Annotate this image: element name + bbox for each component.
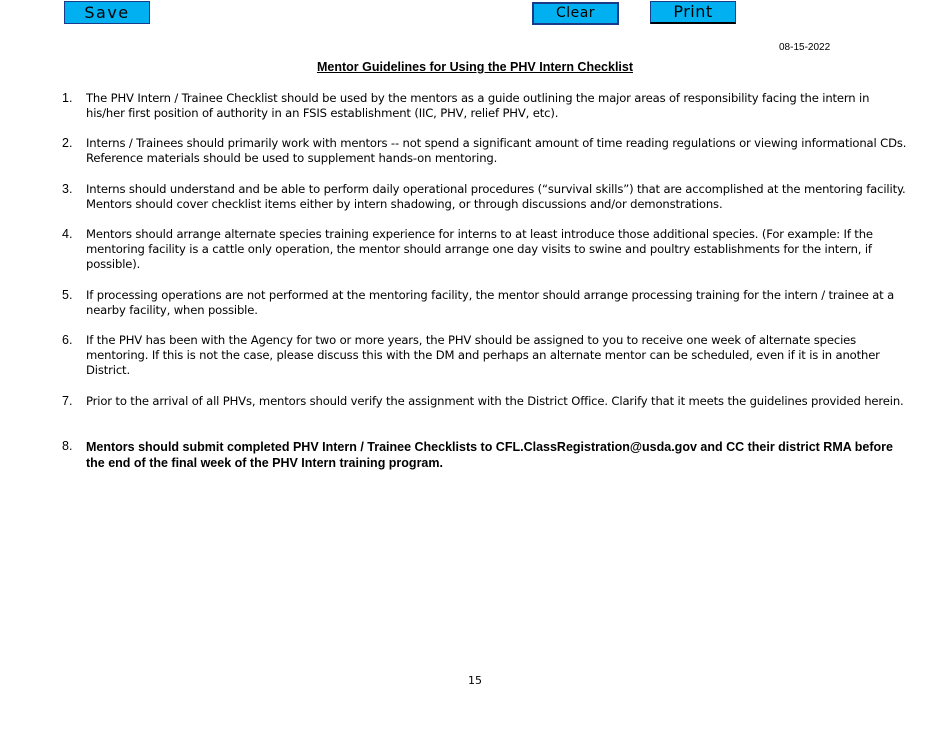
- list-item-text: Mentors should arrange alternate species training experience for interns to at least introduce those additional species. (For example: If the mentoring facility is a cattle only operation, the mentor should arrange one day visits to swine and poultry establishments for the intern, if possible).: [86, 227, 873, 271]
- list-item-text: If processing operations are not performed at the mentoring facility, the mentor should arrange processing training for the intern / trainee at a nearby facility, when possible.: [86, 288, 895, 317]
- page-title: Mentor Guidelines for Using the PHV Intern Checklist: [316, 60, 633, 74]
- list-item-text: Interns / Trainees should primarily work with mentors -- not spend a significant amount of time reading regulations or viewing informational CDs. Reference materials should be used to supplement hands-on mentoring.: [86, 136, 907, 165]
- list-item-number: 2.: [62, 136, 73, 150]
- list-item-text: If the PHV has been with the Agency for two or more years, the PHV should be assigned to you to receive one week of alternate species mentoring. If this is not the case, please discuss this with the DM and perhaps an alternate mentor can be scheduled, even if it is in another District.: [86, 333, 880, 377]
- page-number: 15: [468, 674, 482, 687]
- document-date: 08-15-2022: [779, 42, 831, 53]
- list-item-number: 1.: [62, 91, 73, 105]
- clear-button[interactable]: Clear: [532, 2, 619, 25]
- list-item-number: 6.: [62, 333, 73, 347]
- list-item-text: Mentors should submit completed PHV Intern / Trainee Checklists to CFL.ClassRegistration@usda.gov and CC their district RMA before the end of the final week of the PHV Intern training program.: [86, 440, 893, 470]
- list-item-number: 8.: [62, 439, 73, 453]
- list-item-number: 4.: [62, 227, 73, 241]
- list-item-number: 7.: [62, 394, 73, 408]
- list-item-text: Prior to the arrival of all PHVs, mentors should verify the assignment with the District Office. Clarify that it meets the guidelines provided herein.: [86, 394, 904, 408]
- list-item-number: 5.: [62, 288, 73, 302]
- list-item-text: The PHV Intern / Trainee Checklist should be used by the mentors as a guide outlining the major areas of responsibility facing the intern in his/her first position of authority in an FSIS establishment (IIC, PHV, relief PHV, etc).: [86, 91, 870, 120]
- list-item-number: 3.: [62, 182, 73, 196]
- list-item-text: Interns should understand and be able to perform daily operational procedures (“survival skills”) that are accomplished at the mentoring facility. Mentors should cover checklist items either by intern shadowing, or through discussions and/or demonstrations.: [86, 182, 906, 211]
- print-button[interactable]: Print: [650, 1, 736, 24]
- save-button[interactable]: Save: [64, 1, 150, 24]
